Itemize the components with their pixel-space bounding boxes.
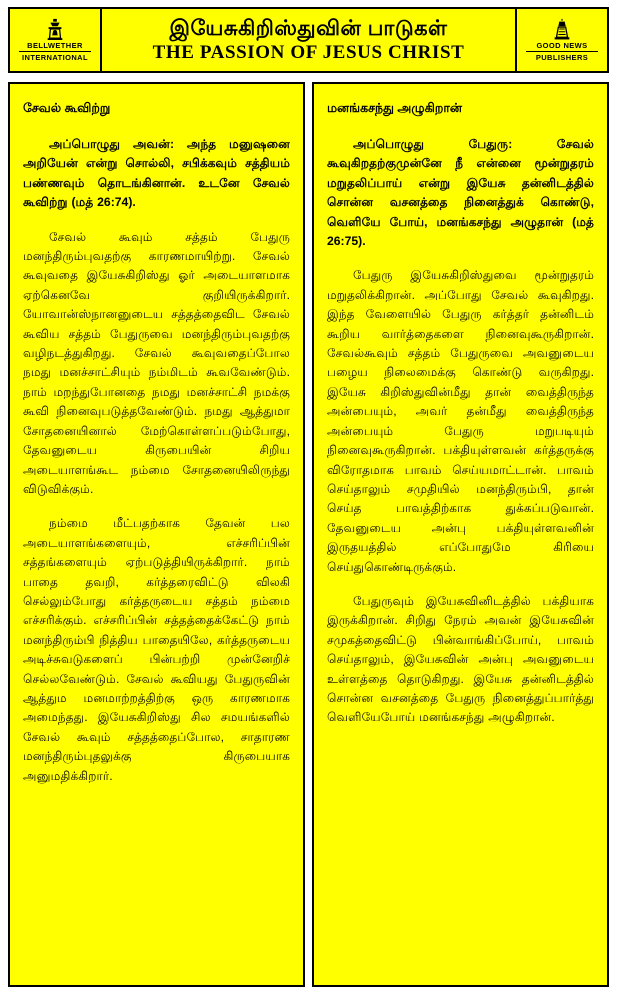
paragraph bbox=[327, 592, 594, 728]
paragraph bbox=[23, 514, 290, 786]
logo-text-line1: GOOD NEWS bbox=[536, 41, 588, 50]
logo-text-line2: INTERNATIONAL bbox=[22, 53, 88, 62]
logo-text-line1: BELLWETHER bbox=[27, 41, 83, 50]
column-left bbox=[8, 82, 305, 987]
page-header bbox=[8, 7, 609, 73]
paragraph bbox=[23, 228, 290, 500]
body-text: சேவல் கூவும் சத்தம் பேதுரு மனந்திரும்புவதற்கு காரணமாயிற்று. சேவல் கூவுவதை இயேசுகிறிஸ்து ஓர் அடையாளமாக ஏற்கெனவே குறியிருக்கிறார். யோவான்ஸ்நானனுடைய சத்தத்தைவிட சேவல் கூவிய சத்தம் பேதுருவை மனந்திரும்புவதற்கு வழிநடத்துகிறது. சேவல் கூவுவதைப்போல நமது மனச்சாட்சியும் நம்மிடம் கூவவேண்டும். நாம் மறந்துபோனதை நமது மனச்சாட்சி நமக்கு கூவி நினைவுபடுத்தவேண்டும். நமது ஆத்துமா சோதனையினால் மேற்கொள்ளப்படும்போது, தேவனுடைய கிருபையின் சிறிய அடையாளங்கூட நம்மை சோதனையிலிருந்து விடுவிக்கும். bbox=[23, 229, 290, 496]
title-block bbox=[102, 9, 515, 71]
column-right bbox=[312, 82, 609, 987]
section-heading-right: மனங்கசந்து அழுகிறான் bbox=[327, 101, 463, 115]
section-heading-left: சேவல் கூவிற்று bbox=[23, 101, 111, 115]
logo-divider bbox=[526, 51, 598, 52]
bell-tower-icon bbox=[44, 18, 66, 40]
body-text: பேதுருவும் இயேசுவினிடத்தில் பக்தியாக இருக்கிறான். சிறிது நேரம் அவன் இயேசுவின் சமுகத்தைவிட்டு பின்வாங்கிப்போய், பாவம் செய்தாலும், இயேசுவின் அன்பு அவனுடைய உள்ளத்தை தொடுகிறது. இயேசு தன்னிடத்தில் சொன்ன வசனத்தை பேதுரு நினைத்துப்பார்த்து வெளியேபோய் மனங்கசந்து அழுகிறான். bbox=[327, 593, 594, 725]
paragraph-list-right bbox=[327, 135, 594, 728]
logo-text-line2: PUBLISHERS bbox=[535, 53, 589, 62]
body-text: பேதுரு இயேசுகிறிஸ்துவை மூன்றுதரம் மறுதலிக்கிறான். அப்போது சேவல் கூவுகிறது. இந்த வேளையில் பேதுரு கர்த்தர் தன்னிடம் கூறிய வார்த்தைகளை நினைவுகூருகிறான். சேவல்கூவும் சத்தம் பேதுருவை அவனுடைய பழைய நிலைமைக்கு கொண்டு வருகிறது. இயேசு கிறிஸ்துவின்மீது தான் வைத்திருந்த அன்பையும், அவர் தன்மீது வைத்திருந்த அன்பையும் பேதுரு மறுபடியும் நினைவுகூருகிறான். பக்தியுள்ளவன் கர்த்தருக்கு விரோதமாக பாவம் செய்யமாட்டான். பாவம் செய்தாலும் சமுதியில் மனந்திரும்பி, தான் செய்த பாவத்திற்காக துக்கப்படுவான். தேவனுடைய அன்பு பக்தியுள்ளவனின் இருதயத்தில் எப்போதுமே கிரியை செய்துகொண்டிருக்கும். bbox=[327, 268, 594, 574]
publisher-logo-bellwether bbox=[10, 9, 102, 71]
logo-divider bbox=[19, 51, 91, 52]
scripture-quote: அப்பொழுது அவன்: அந்த மனுஷனை அறியேன் என்று சொல்லி, சபிக்கவும் சத்தியம் பண்ணவும் தொடங்கினான். உடனே சேவல் கூவிற்று (மத் 26:74). bbox=[23, 137, 290, 210]
content-columns bbox=[8, 82, 609, 987]
paragraph bbox=[327, 135, 594, 251]
page-title-tamil: இயேசுகிறிஸ்துவின் பாடுகள் bbox=[169, 17, 448, 40]
page-title-english: THE PASSION OF JESUS CHRIST bbox=[152, 42, 465, 63]
scripture-quote: அப்பொழுது பேதுரு: சேவல் கூவுகிறதற்குமுன்னே நீ என்னை மூன்றுதரம் மறுதலிப்பாய் என்று இயேசு தன்னிடத்தில் சொன்ன வசனத்தை நினைத்துக் கொண்டு, வெளியே போய், மனங்கசந்து அழுதான் (மத் 26:75). bbox=[327, 137, 594, 249]
lighthouse-icon bbox=[551, 18, 573, 40]
publisher-logo-good-news bbox=[515, 9, 607, 71]
paragraph bbox=[23, 135, 290, 213]
paragraph-list-left bbox=[23, 135, 290, 786]
body-text: நம்மை மீட்பதற்காக தேவன் பல அடையாளங்களையும், எச்சரிப்பின் சத்தங்களையும் ஏற்படுத்தியிருக்கிறார். நாம் பாதை தவறி, கர்த்தரைவிட்டு விலகி செல்லும்போது கர்த்தருடைய சத்தம் நம்மை எச்சரிக்கும். எச்சரிப்பின் சத்தத்தைக்கேட்டு நாம் மனந்திரும்பி நித்திய பாதையிலே, கர்த்தருடைய அடிச்சுவடுகளைப் பின்பற்றி முன்னேறிச் செல்லவேண்டும். சேவல் கூவியது பேதுருவின் ஆத்தும மனமாற்றத்திற்கு ஒரு காரணமாக அமைந்தது. இயேசுகிறிஸ்து சில சமயங்களில் சேவல் கூவும் சத்தத்தைப்போல, சாதாரண மனந்திரும்புதலுக்கு கிருபையாக அனுமதிக்கிறார். bbox=[23, 516, 290, 783]
paragraph bbox=[327, 266, 594, 577]
